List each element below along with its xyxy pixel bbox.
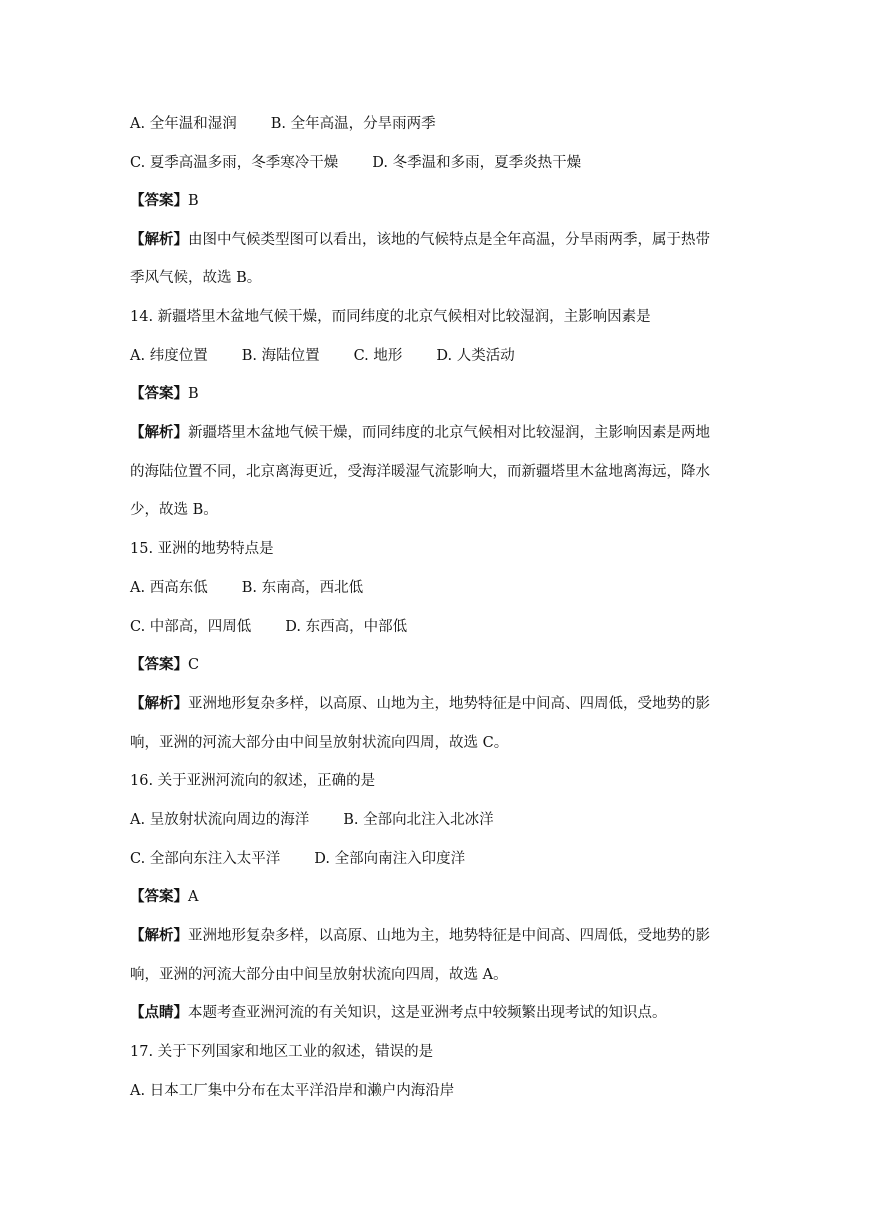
comment-text: 本题考查亚洲河流的有关知识，这是亚洲考点中较频繁出现考试的知识点。 — [188, 1005, 667, 1021]
q14-analysis-line-1 — [130, 423, 750, 443]
q14-answer — [130, 384, 750, 404]
q16-option-d: D. 全部向南注入印度洋 — [314, 851, 466, 867]
analysis-text: 新疆塔里木盆地气候干燥，而同纬度的北京气候相对比较湿润，主影响因素是两地 — [188, 425, 710, 441]
q14-analysis-line-2: 的海陆位置不同，北京离海更近，受海洋暖湿气流影响大，而新疆塔里木盆地离海远，降水 — [130, 464, 710, 480]
q16-question: 16. 关于亚洲河流向的叙述，正确的是 — [130, 773, 376, 789]
q15-analysis-line-2: 响，亚洲的河流大部分由中间呈放射状流向四周，故选 C。 — [130, 735, 509, 751]
q14-question: 14. 新疆塔里木盆地气候干燥，而同纬度的北京气候相对比较湿润，主影响因素是 — [130, 309, 651, 325]
q16-analysis-line-1 — [130, 926, 750, 946]
analysis-tag: 【解析】 — [130, 231, 188, 248]
q16-analysis-line-2: 响，亚洲的河流大部分由中间呈放射状流向四周，故选 A。 — [130, 967, 508, 983]
analysis-text: 由图中气候类型图可以看出，该地的气候特点是全年高温，分旱雨两季，属于热带 — [188, 232, 710, 248]
q13-option-a: A. 全年温和湿润 — [130, 116, 237, 132]
answer-value: A — [188, 889, 199, 905]
q17-question: 17. 关于下列国家和地区工业的叙述，错误的是 — [130, 1044, 434, 1060]
answer-value: C — [188, 657, 200, 673]
answer-tag: 【答案】 — [130, 656, 188, 673]
answer-value: B — [188, 386, 199, 402]
answer-tag: 【答案】 — [130, 385, 188, 402]
q13-option-b: B. 全年高温，分旱雨两季 — [270, 116, 436, 132]
q15-options-cd — [130, 617, 750, 637]
q13-analysis-line-2: 季风气候，故选 B。 — [130, 270, 262, 286]
q15-analysis-line-1 — [130, 694, 750, 714]
q15-option-b: B. 东南高，西北低 — [241, 580, 364, 596]
q14-option-c: C. 地形 — [353, 348, 403, 364]
q13-option-d: D. 冬季温和多雨，夏季炎热干燥 — [372, 155, 582, 171]
answer-value: B — [188, 193, 199, 209]
analysis-text: 亚洲地形复杂多样，以高原、山地为主，地势特征是中间高、四周低，受地势的影 — [188, 928, 710, 944]
q14-analysis-line-3: 少，故选 B。 — [130, 502, 218, 518]
q14-option-b: B. 海陆位置 — [241, 348, 320, 364]
q16-options-cd — [130, 849, 750, 869]
q15-option-c: C. 中部高，四周低 — [130, 619, 252, 635]
q13-answer — [130, 191, 750, 211]
q16-option-b: B. 全部向北注入北冰洋 — [343, 812, 494, 828]
q15-answer — [130, 655, 750, 675]
answer-tag: 【答案】 — [130, 888, 188, 905]
q16-comment — [130, 1003, 750, 1023]
q15-option-a: A. 西高东低 — [130, 580, 208, 596]
q14-option-a: A. 纬度位置 — [130, 348, 208, 364]
q16-answer — [130, 887, 750, 907]
q13-options-cd — [130, 153, 750, 173]
q13-option-c: C. 夏季高温多雨，冬季寒冷干燥 — [130, 155, 339, 171]
q14-option-d: D. 人类活动 — [436, 348, 515, 364]
comment-tag: 【点睛】 — [130, 1004, 188, 1021]
q16-option-a: A. 呈放射状流向周边的海洋 — [130, 812, 310, 828]
q14-options — [130, 346, 750, 366]
analysis-text: 亚洲地形复杂多样，以高原、山地为主，地势特征是中间高、四周低，受地势的影 — [188, 696, 710, 712]
analysis-tag: 【解析】 — [130, 695, 188, 712]
analysis-tag: 【解析】 — [130, 927, 188, 944]
answer-tag: 【答案】 — [130, 192, 188, 209]
q16-option-c: C. 全部向东注入太平洋 — [130, 851, 281, 867]
analysis-tag: 【解析】 — [130, 424, 188, 441]
q15-options-ab — [130, 578, 750, 598]
q15-question: 15. 亚洲的地势特点是 — [130, 541, 274, 557]
q15-option-d: D. 东西高，中部低 — [285, 619, 408, 635]
q17-option-a: A. 日本工厂集中分布在太平洋沿岸和濑户内海沿岸 — [130, 1083, 455, 1099]
q16-options-ab — [130, 810, 750, 830]
q13-options-ab — [130, 114, 750, 134]
q13-analysis-line-1 — [130, 230, 750, 250]
